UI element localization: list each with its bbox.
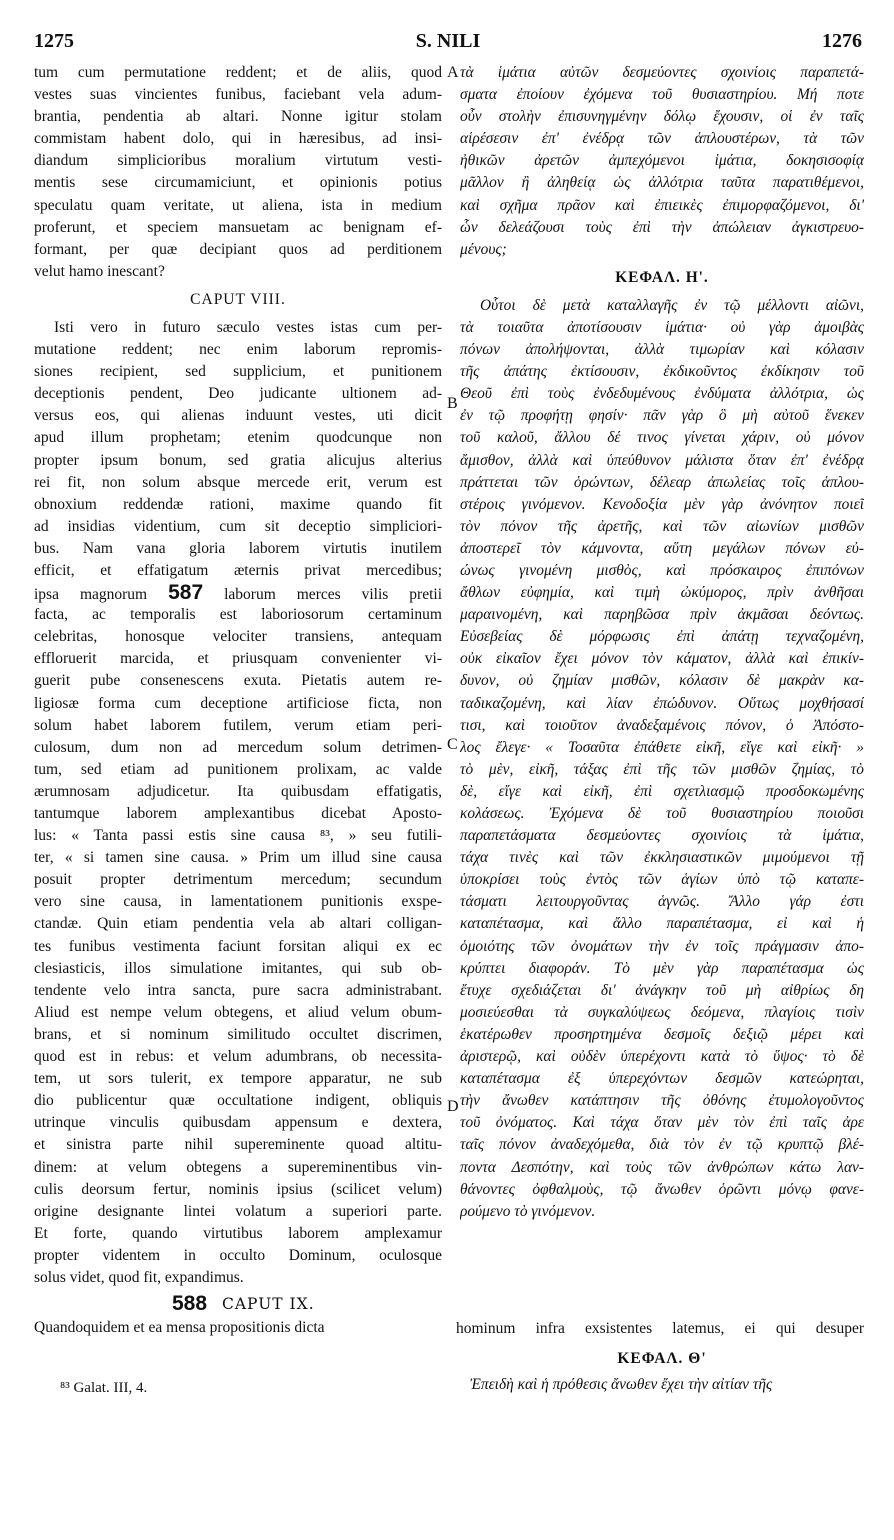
greek-line: ὁμοιότης τῶν ὀνομάτων τὴν ἐν τοῖς πράγμασιν ἀπο- <box>460 937 864 955</box>
greek-line: τοῦ ὀνόματος. Καὶ τάχα ὅταν μὲν τὸν ἐπὶ ταῖς ἀρε <box>460 1114 864 1132</box>
margin-letter-c: C <box>447 736 458 753</box>
latin-line: apud illum prophetam; etenim quodcunque non <box>34 429 442 447</box>
greek-line: ἔτυχε σχεδιάζεται δι' ἀνάγκην τοῦ μὴ αἰθρίως δη <box>460 981 864 999</box>
greek-line: ἀποστερεῖ τὸν κάμνοντα, αὕτη μεγάλων πόνων εὐ- <box>460 539 864 557</box>
latin-line: vero sine causa, in lamentationem punitionis exspe- <box>34 893 442 911</box>
latin-line: velut hamo inescant? <box>34 262 165 280</box>
greek-last-line: Ἐπειδὴ καὶ ἡ πρόθεσις ἄνωθεν ἔχει τὴν αἰτίαν τῆς <box>470 1376 773 1393</box>
kefal-theta-heading: ΚΕΦΑΛ. Θ' <box>617 1350 707 1367</box>
latin-line: utrinque vinculis quibusdam appensum e dextera, <box>34 1114 442 1132</box>
greek-line: τὴν ἄνωθεν κατάπτησιν τῆς ὀθόνης ἐτυμολογοῦντος <box>460 1092 864 1110</box>
latin-line: siones recipient, sed supplicium, et punitionem <box>34 363 442 381</box>
latin-line: lus: « Tanta passi estis sine causa ⁸³, » seu futili- <box>34 827 442 845</box>
latin-line: tem, ut sors tulerit, ex tempore apparatur, ne sub <box>34 1070 442 1088</box>
latin-line: deceptionis pendent, Deo judicante ultionem ad- <box>34 385 442 403</box>
greek-line: θάνοντες ὀφθαλμοὺς, τῷ ἄνωθεν ὁρῶντι μόνῳ φανε- <box>460 1180 864 1198</box>
caput-viii-heading: CAPUT VIII. <box>190 290 286 308</box>
greek-line: ώνως γινομένη μισθὸς, καὶ πρόσκαιρος ἐπιπόνων <box>460 561 864 579</box>
left-page-number: 1275 <box>34 30 74 52</box>
latin-column <box>34 62 442 1339</box>
margin-letter-b: B <box>447 395 458 412</box>
latin-line: proferunt, et speciem mansuetam ac benignam ef- <box>34 218 442 236</box>
latin-last-line: Quandoquidem et ea mensa propositionis dicta <box>34 1319 325 1337</box>
latin-line: vestes suas vincientes funibus, faciebant vela adum- <box>34 86 442 104</box>
latin-line: culis deorsum fertur, nominis ipsius (scilicet velum) <box>34 1180 442 1198</box>
latin-line: culosum, dum non ad mercedum solum detrimen- <box>34 738 442 756</box>
greek-line: ἠθικῶν ἀρετῶν ἀμπεχόμενοι ἱμάτια, δοκησισοφίᾳ <box>460 152 864 170</box>
page-header <box>34 30 862 60</box>
latin-line: guerit pube consenescens exuta. Pietatis autem re- <box>34 672 442 690</box>
latin-line: propter videntem in occulto Dominum, oculosque <box>34 1246 442 1264</box>
latin-overflow-line: hominum infra exsistentes latemus, ei qui desuper <box>456 1320 864 1337</box>
latin-line: propter ipsum bonum, sed gratia alicujus alterius <box>34 451 442 469</box>
greek-line: ταῖς πόνον ἀναδεχόμεθα, διὰ τὸν ἐν τῷ κρυπτῷ βλέ- <box>460 1136 864 1154</box>
latin-line: et sinistra parte nihil supereminente quoad altitu- <box>34 1136 442 1154</box>
greek-line: παραπετάσματα δεσμεύοντες σχοινίοις τὰ ἱμάτια, <box>460 827 864 845</box>
greek-line: μᾶλλον ἢ ἀληθείᾳ ὡς ἀλλότρια ταῦτα παρατιθέμενοι, <box>460 174 864 192</box>
page-marker-587: 587 <box>168 582 204 605</box>
latin-line: versus eos, qui alienas induunt vestes, uti dicit <box>34 407 442 425</box>
latin-line: ctandæ. Quin etiam pendentia vela ab altari colligan- <box>34 915 442 933</box>
latin-line: ter, « si tamen sine causa. » Prim um illud sine causa <box>34 849 442 867</box>
caput-ix-heading: CAPUT IX. <box>222 1295 315 1314</box>
latin-line: dio publicentur quæ occultatione indigent, obliquis <box>34 1092 442 1110</box>
greek-line: ρούμενο τὸ γινόμενον. <box>460 1202 596 1220</box>
greek-line: οὐκ εἰκαῖον ἔχει μόνον τὸν κάματον, ἀλλὰ καὶ ἐπικίν- <box>460 650 864 668</box>
latin-line: speculatu quam veritate, ut aliena, ista in medium <box>34 196 442 214</box>
greek-line: Θεοῦ ἐπὶ τοὺς ἐνδεδυμένους ἐνδύματα ἀλλότρια, ὡς <box>460 385 864 403</box>
latin-line: Et forte, quando virtutibus laborem amplexamur <box>34 1224 442 1242</box>
greek-line: ἄθλων εὐφημία, καὶ τιμὴ ὠκύμορος, πρὶν ἀνθῆσαι <box>460 584 864 602</box>
latin-line: bus. Nam vana gloria laborem virtutis inutilem <box>34 539 442 557</box>
latin-line: effloruerit marcida, et priusquam convenienter vi- <box>34 650 442 668</box>
latin-line: rei fit, non solum absque mercede erit, verum est <box>34 473 442 491</box>
latin-line: Aliud est nempe velum obtegens, et aliud velum obum- <box>34 1003 442 1021</box>
latin-line: solum habet laborem futilem, verum etiam peri- <box>34 716 442 734</box>
margin-letter-a: A <box>447 64 459 81</box>
greek-line: τὸν πόνον τῆς ἀρετῆς, καὶ τῶν αἰωνίων μισθῶν <box>460 517 864 535</box>
greek-line: πόνων ἀπολήψονται, ἀλλὰ τιμωρίαν καὶ κόλασιν <box>460 341 864 359</box>
greek-line: τοῦ καλοῦ, ἄλλου δέ τινος γίνεται χάριν, οὐ μόνον <box>460 429 864 447</box>
greek-line: τὰ τοιαῦτα ἀποτίσουσιν ἱμάτια· οὐ γὰρ ἀμοιβὰς <box>460 318 864 336</box>
greek-line: καὶ σχῆμα πρᾶον καὶ ἐπιεικὲς ἐπιμορφαζόμενοι, δι' <box>460 196 864 214</box>
page-marker-588: 588 <box>172 1292 208 1316</box>
latin-line: facta, ac temporalis est laboriosorum certaminum <box>34 606 442 624</box>
latin-line: efficit, et effatigatum æternis privat mercedibus; <box>34 561 442 579</box>
latin-line: obnoxium reddendæ rationi, maxime quando fit <box>34 495 442 513</box>
latin-line: diandum simplicioribus moralium virtutum vesti- <box>34 152 442 170</box>
latin-line: mutatione reddent; nec enim laborum repromis- <box>34 341 442 359</box>
greek-line: μένους; <box>460 240 507 258</box>
greek-line: μαραινομένη, καὶ παρηβῶσα πρὶν ἀκμᾶσαι δεόντως. <box>460 606 864 624</box>
greek-line: σματα ἐποίουν ἐχόμενα τοῦ θυσιαστηρίου. Μή ποτε <box>460 86 864 104</box>
greek-line: ταδικαζομένη, καὶ λίαν ἐπώδυνον. Οὕτως μοχθήσασί <box>460 694 864 712</box>
greek-line: αἱρέσεσιν ἐπ' ἐνέδρᾳ τῶν ἁπλουστέρων, τὰ τῶν <box>460 130 864 148</box>
greek-line: τὸ μὲν, εἰκῆ, τάξας ἐπὶ τῆς τῶν μισθῶν ζημίας, τὸ <box>460 760 864 778</box>
right-page-number: 1276 <box>822 30 862 52</box>
caput-ix-heading-row <box>34 1289 442 1317</box>
greek-line: τάχα τινὲς καὶ τῶν ἐκκλησιαστικῶν μιμούμενοι τῇ <box>460 849 864 867</box>
greek-column <box>460 62 864 1223</box>
footnote: ⁸³ Galat. III, 4. <box>60 1380 148 1396</box>
latin-line: mentis sese circumamiciunt, et opinionis potius <box>34 174 442 192</box>
latin-line: Isti vero in futuro sæculo vestes istas cum per- <box>54 318 442 336</box>
latin-line: clesiasticis, illos simulatione imitantes, qui sub ob- <box>34 959 442 977</box>
greek-line: πράττεται τῶν ὁρώντων, δέλεαρ ἀπωλείας τοῖς ἁπλου- <box>460 473 864 491</box>
latin-line: ad insidias videntium, cum sit deceptio simpliciori- <box>34 517 442 535</box>
greek-line: μοσιεύεσθαι τὰ συγκαλύψεως δεόμενα, πλαγίοις τισὶν <box>460 1003 864 1021</box>
greek-line: καταπέτασμα, καὶ ἄλλο παραπέτασμα, εἰ καὶ ἡ <box>460 915 864 933</box>
greek-line: λος ἔλεγε· « Τοσαῦτα ἐπάθετε εἰκῆ, εἴγε καὶ εἰκῆ· » <box>460 738 864 756</box>
latin-line: tum, sed etiam ad punitionem prolixam, ac valde <box>34 760 442 778</box>
greek-line: κρύπτει διαφοράν. Τὸ μὲν γὰρ παραπέτασμα ὡς <box>460 959 864 977</box>
greek-line: κολάσεως. Ἐχόμενα δὲ τοῦ θυσιαστηρίου ποιοῦσι <box>460 805 864 822</box>
latin-line: quod est in rebus: et velum adumbrans, ob necessita- <box>34 1048 442 1066</box>
greek-line: ποντα Δεσπότην, καὶ τοὺς τῶν ἀνθρώπων κάτω λαν- <box>460 1158 864 1176</box>
latin-line: formant, per quæ decipiant quos ad perditionem <box>34 240 442 258</box>
greek-line: δὲ, εἴγε καὶ εἰκῆ, ἐπὶ σχετλιασμῷ προσδοκωμένης <box>460 782 864 800</box>
latin-line: brantia, pendentia ab altari. Nonne igitur stolam <box>34 108 442 126</box>
greek-line: ὧν δελεάζουσι τοὺς ἐπὶ τὴν ἀπώλειαν ἀγκιστρευο- <box>460 218 864 236</box>
margin-letter-d: D <box>447 1098 459 1115</box>
greek-line: καταπέτασμα ἐξ ὑπερεχόντων δεσμῶν κατεώρηται, <box>460 1070 864 1088</box>
greek-line: τῆς ἀπάτης ἐκτίσουσιν, ἐκδικοῦντος ἐκδίκησιν τοῦ <box>460 363 864 381</box>
greek-line: τισι, καὶ τοιοῦτον ἀναδεξαμένοις πόνον, ὁ Ἀπόστο- <box>460 716 864 734</box>
latin-line: commistam habent dolo, qui in hæresibus, ad insi- <box>34 130 442 148</box>
greek-line: δυνον, οὐ ζημίαν μισθῶν, κόλασιν δὲ μακρὰν κα- <box>460 672 864 690</box>
greek-line: ἑκατέρωθεν προσηρτημένα δεσμοῖς δεξιῷ μέρει καὶ <box>460 1025 864 1043</box>
latin-line: tantumque laborem amplexantibus dicebat Aposto- <box>34 805 442 822</box>
greek-line: στέροις γινόμενον. Κενοδοξία μὲν γὰρ ἀνόνητον ποιεῖ <box>460 495 864 513</box>
latin-line-587: ipsa magnorum 587 laborum merces vilis pretii <box>34 582 442 605</box>
latin-line: ærumnosam adjudicetur. Ita quibusdam effatigatis, <box>34 782 442 800</box>
greek-line: οὖν στολὴν ἐπισυνηγμένην δόλῳ ἔχουσιν, οἱ ἐν ταῖς <box>460 108 864 126</box>
greek-line: ἄμισθον, ἀλλὰ καὶ ὑπεύθυνον μάλιστα ὅταν ἐπ' ἐνέδρᾳ <box>460 451 864 469</box>
latin-line: brans, et si nominum similitudo occultet discrimen, <box>34 1025 442 1043</box>
greek-line: τὰ ἱμάτια αὐτῶν δεσμεύοντες σχοινίοις παραπετά- <box>460 64 864 81</box>
greek-line: Εὐσεβείας δὲ μόρφωσις ἐπὶ ἀπάτῃ τεχναζομένη, <box>460 628 864 646</box>
latin-line: posuit propter detrimentum mercedum; secundum <box>34 871 442 889</box>
latin-line: tendente velo intra sancta, pure sacra administrabant. <box>34 981 442 999</box>
latin-line: tes funibus vestimenta faciunt forsitan aliqui ex ec <box>34 937 442 955</box>
greek-line: ἐν τῷ προφήτῃ φησίν· πᾶν γὰρ ὃ μὴ αὐτοῦ ἕνεκεν <box>460 407 864 425</box>
kefal-eta-heading: ΚΕΦΑΛ. Η'. <box>615 268 709 286</box>
latin-line: dinem: at velum obtegens a supereminentibus vin- <box>34 1158 442 1176</box>
greek-line: Οὗτοι δὲ μετὰ καταλλαγῆς ἐν τῷ μέλλοντι αἰῶνι, <box>480 296 864 314</box>
latin-line: origine designante lintei volatum a superiori parte. <box>34 1202 442 1220</box>
greek-line: ὑποκρίσει τοὺς ἐντὸς τῶν ἁγίων ὑπὸ τῷ καταπε- <box>460 871 864 889</box>
latin-line: celebritas, honosque velociter transiens, antequam <box>34 628 442 646</box>
latin-line: solus videt, quod fit, expandimus. <box>34 1268 244 1286</box>
latin-line: tum cum permutatione reddent; et de aliis, quod <box>34 64 442 81</box>
running-title: S. NILI <box>415 30 481 52</box>
greek-line: τάσματι λειτουργοῦντας ἁγνῶς. Ἄλλο γάρ ἐστι <box>460 893 864 911</box>
latin-line: ligiosæ forma cum deceptione artificiose ficta, non <box>34 694 442 712</box>
greek-line: ἀριστερῷ, καὶ οὐδὲν ὑπερέχοντι κατὰ τὸ ὕψος· τὸ δὲ <box>460 1048 864 1066</box>
